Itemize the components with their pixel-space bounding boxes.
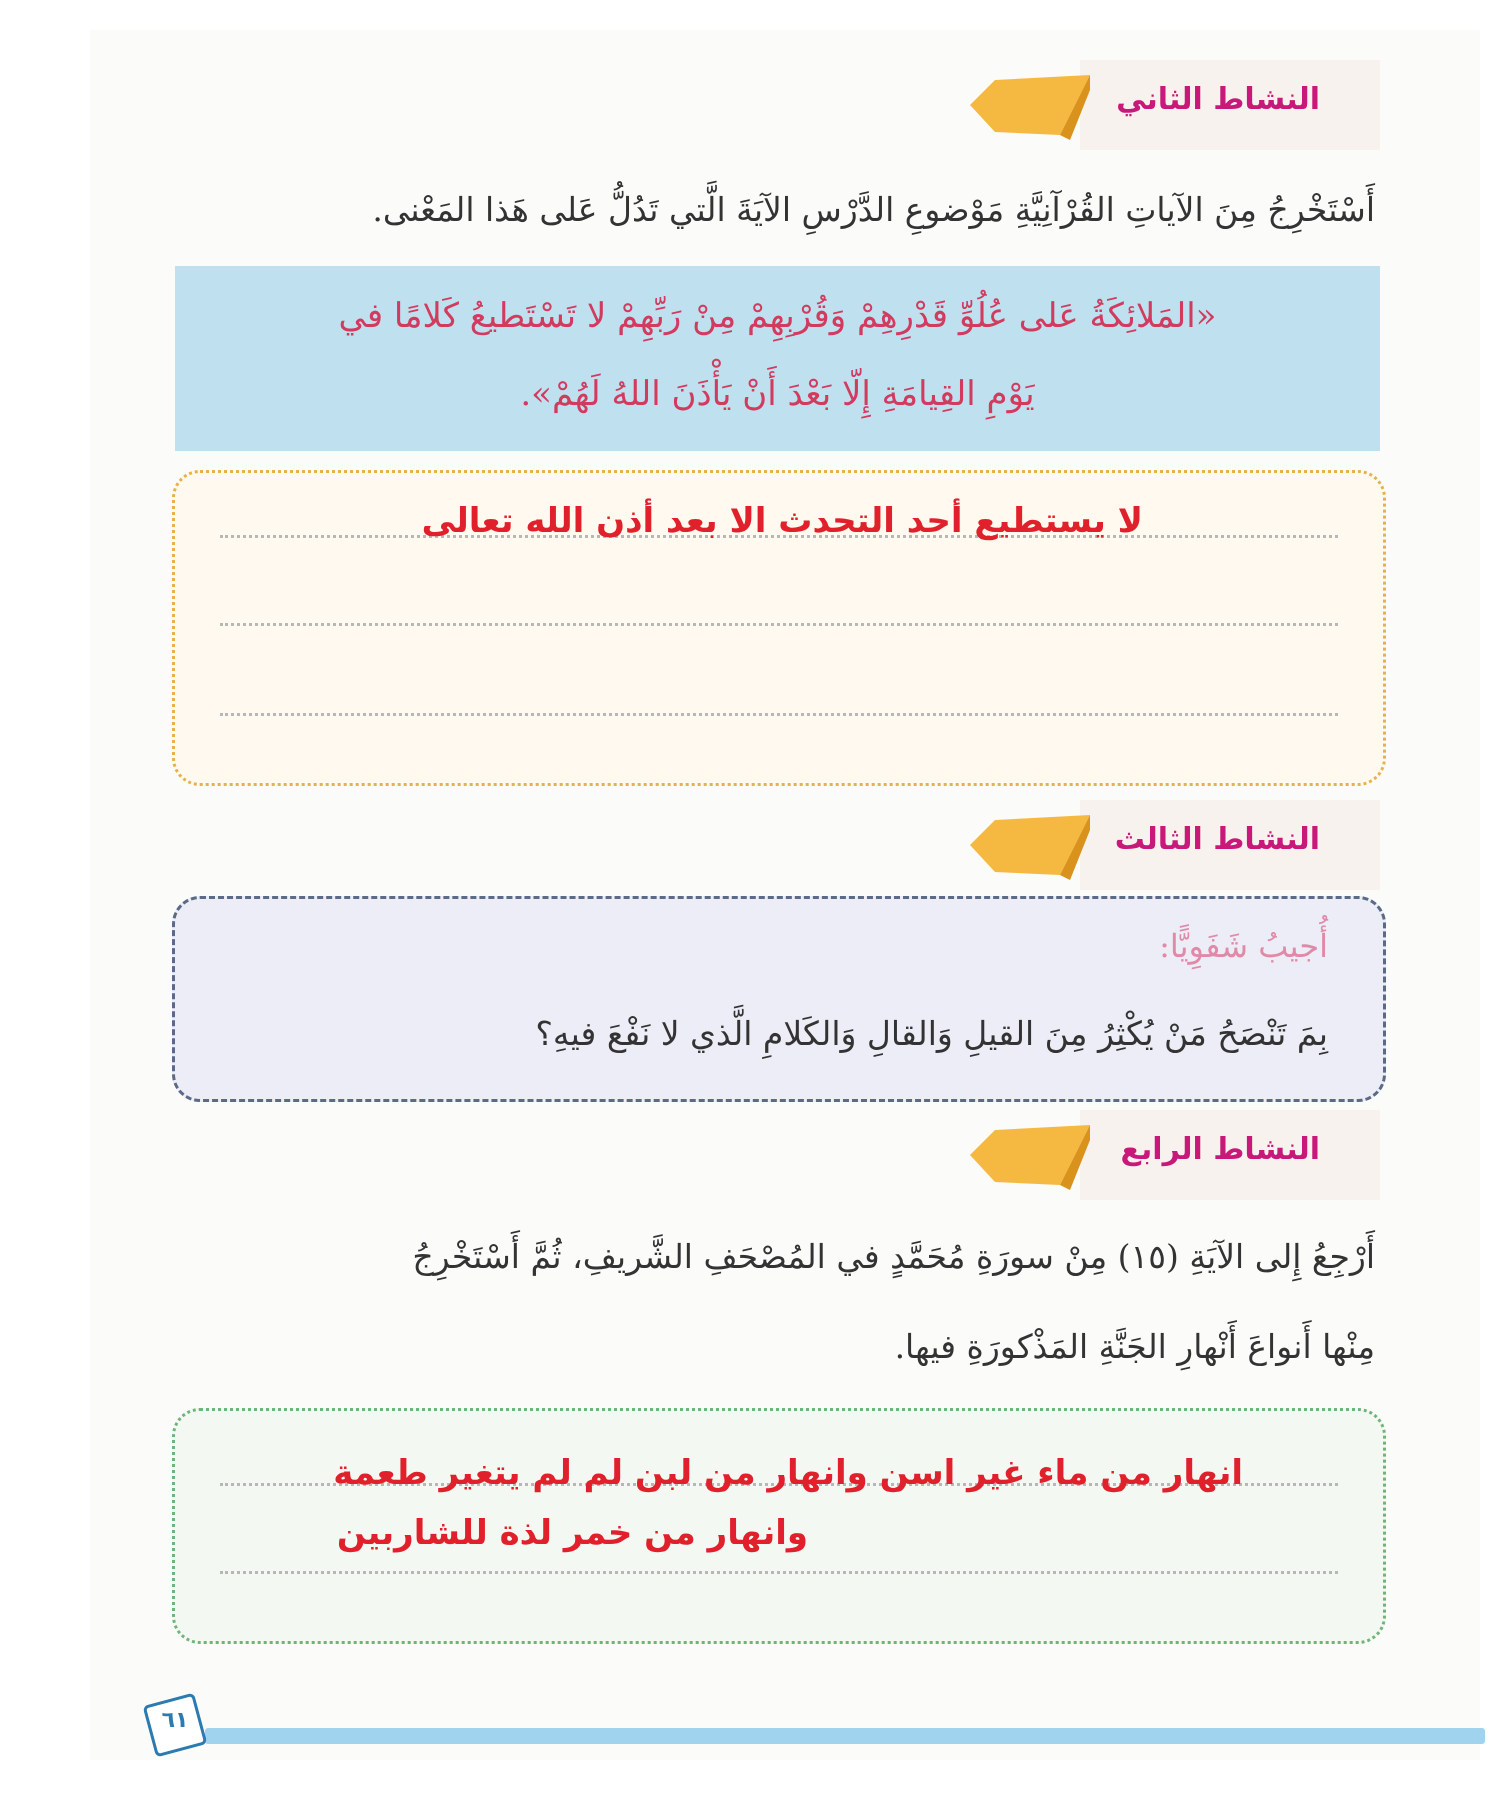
- quote-box: [175, 266, 1380, 451]
- activity2-tab-icon: [950, 70, 1090, 140]
- answer-line-2: [220, 623, 1338, 626]
- page-number: ٦١: [161, 1708, 189, 1733]
- activity3-title: النشاط الثالث: [1114, 822, 1320, 857]
- activity2-title: النشاط الثاني: [1116, 82, 1320, 117]
- activity4-header: [920, 1110, 1380, 1200]
- oral-question: بِمَ تَنْصَحُ مَنْ يُكْثِرُ مِنَ القيلِ وَالقالِ وَالكَلامِ الَّذي لا نَفْعَ فيهِ؟: [535, 1014, 1328, 1053]
- activity4-instruction-line-2: مِنْها أَنواعَ أَنْهارِ الجَنَّةِ المَذْكورَةِ فيها.: [894, 1327, 1375, 1366]
- activity2-header: [920, 60, 1380, 150]
- activity2-answer-box: [172, 470, 1386, 786]
- activity3-tab-icon: [950, 810, 1090, 880]
- quote-line-1: «المَلائِكَةُ عَلى عُلُوِّ قَدْرِهِمْ وَقُرْبِهِمْ مِنْ رَبِّهِمْ لا تَسْتَطيعُ كَلامًا في: [338, 296, 1217, 336]
- footer-bar: [205, 1728, 1485, 1744]
- activity4-instruction-line-1: أَرْجِعُ إِلى الآيَةِ (١٥) مِنْ سورَةِ مُحَمَّدٍ في المُصْحَفِ الشَّريفِ، ثُمَّ أَسْتَخْرِجُ: [412, 1237, 1375, 1276]
- activity3-header: [920, 800, 1380, 890]
- activity2-instruction: أَسْتَخْرِجُ مِنَ الآياتِ القُرْآنِيَّةِ مَوْضوعِ الدَّرْسِ الآيَةَ الَّتي تَدُلُّ عَلى هَذا المَعْنى.: [372, 190, 1375, 229]
- activity4-title: النشاط الرابع: [1120, 1132, 1320, 1167]
- answer-line-2: [220, 1571, 1338, 1574]
- answer-line-3: [220, 713, 1338, 716]
- quote-line-2: يَوْمِ القِيامَةِ إِلّا بَعْدَ أَنْ يَأْذَنَ اللهُ لَهُمْ».: [520, 374, 1035, 414]
- activity2-answer: لا يستطيع أحد التحدث الا بعد أذن الله تعالى: [421, 501, 1143, 541]
- oral-prompt-label: أُجيبُ شَفَوِيًّا:: [1159, 927, 1328, 965]
- activity4-answer-box: [172, 1408, 1386, 1644]
- activity4-tab-icon: [950, 1120, 1090, 1190]
- activity4-answer-line-2: وانهار من خمر لذة للشاربين: [336, 1513, 808, 1553]
- oral-answer-box: [172, 896, 1386, 1102]
- activity4-answer-line-1: انهار من ماء غير اسن وانهار من لبن لم لم يتغير طعمة: [333, 1453, 1243, 1493]
